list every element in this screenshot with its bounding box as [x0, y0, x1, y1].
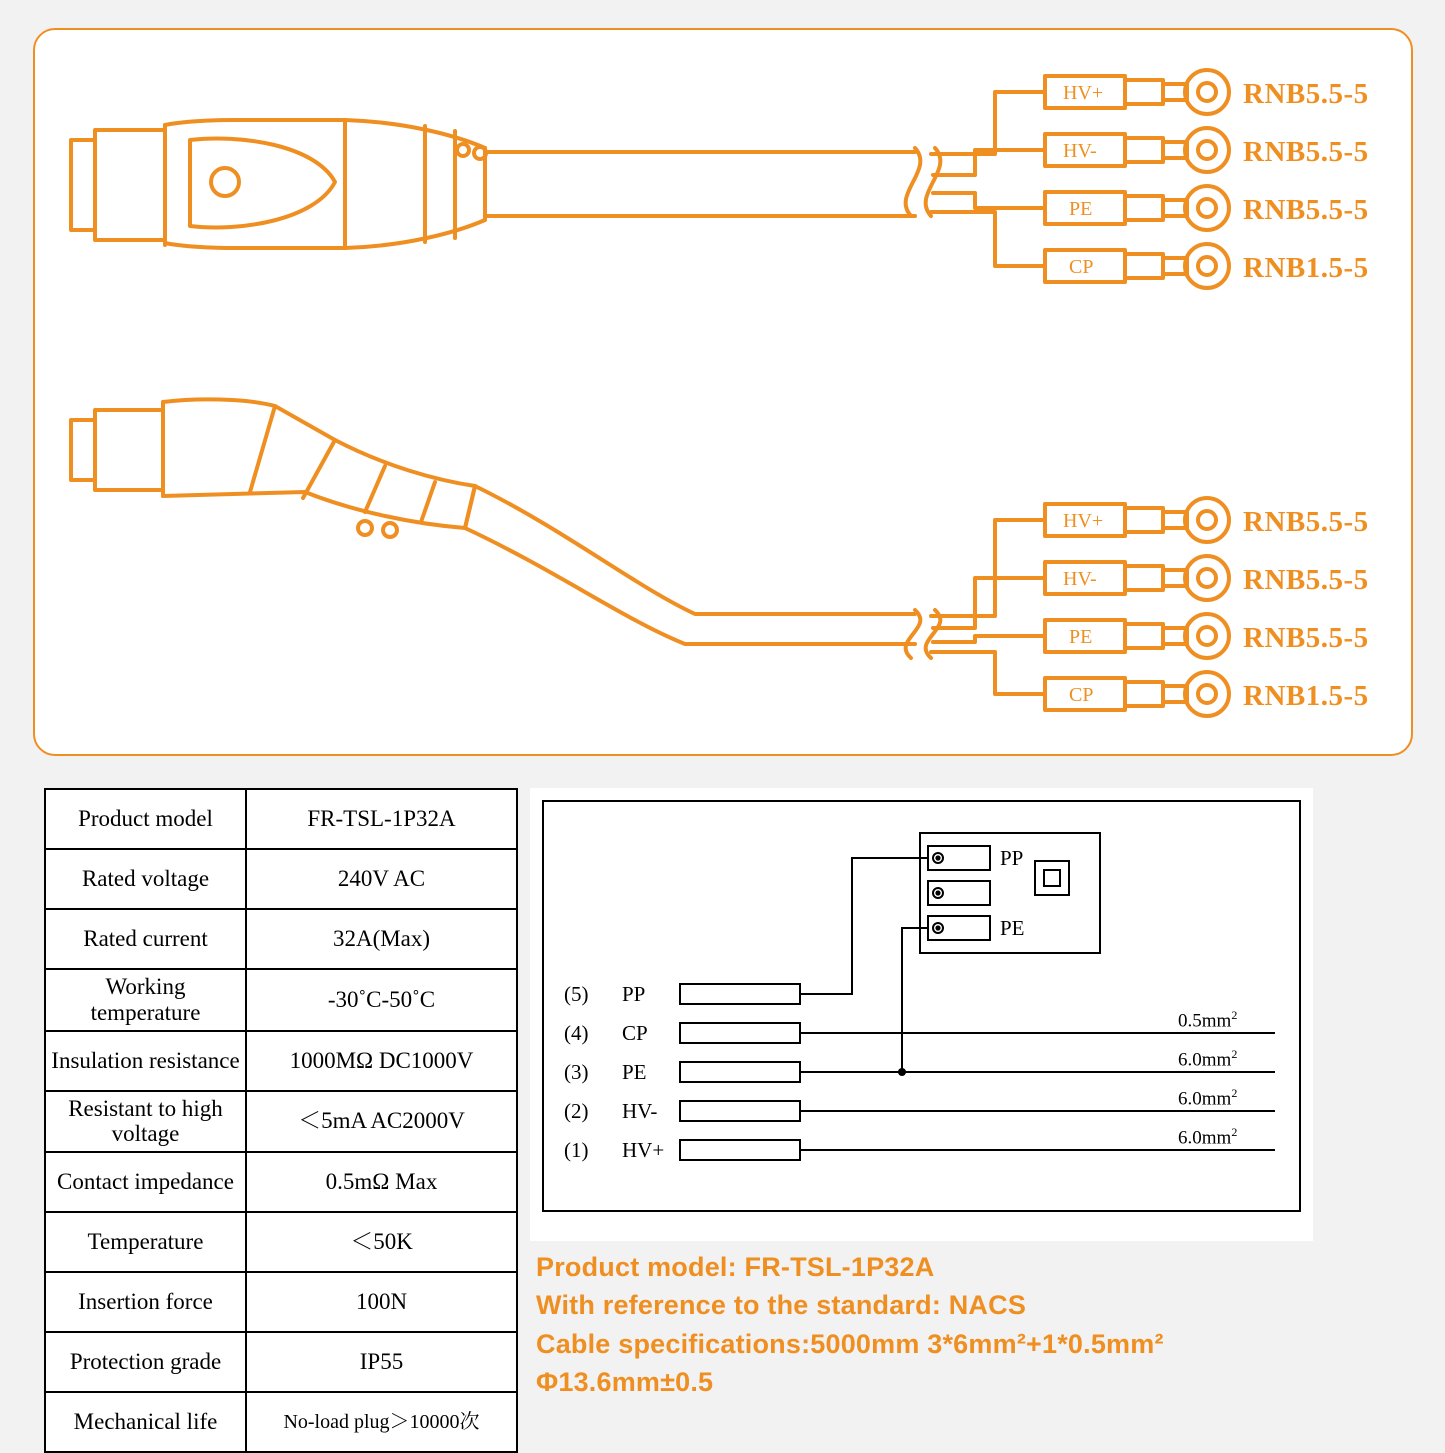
spec-value: 32A(Max) [246, 909, 517, 969]
spec-value: ＜50K [246, 1212, 517, 1272]
table-row [45, 789, 517, 849]
spec-value: ＜5mA AC2000V [246, 1091, 517, 1153]
wire-tag-hv-plus-bottom: HV+ [1063, 510, 1104, 532]
connector-drawing [35, 30, 1411, 754]
spec-value: IP55 [246, 1332, 517, 1392]
table-row [45, 849, 517, 909]
specification-table [44, 788, 518, 1453]
table-row [45, 1272, 517, 1332]
lug-label-bottom-3: RNB5.5-5 [1243, 622, 1369, 654]
pin-name-pp: PP [622, 982, 646, 1006]
spec-value: FR-TSL-1P32A [246, 789, 517, 849]
spec-value: No-load plug＞10000次 [246, 1392, 517, 1452]
spec-key: Mechanical life [45, 1392, 246, 1452]
spec-key: Rated current [45, 909, 246, 969]
spec-value: 0.5mΩ Max [246, 1152, 517, 1212]
terminal-label-pp: PP [1000, 846, 1024, 870]
table-row [45, 1091, 517, 1153]
table-row [45, 1392, 517, 1452]
wire-tag-hv-minus-top: HV- [1063, 140, 1097, 162]
table-row [45, 1031, 517, 1091]
wire-tag-hv-plus-top: HV+ [1063, 82, 1104, 104]
table-row [45, 909, 517, 969]
lug-label-bottom-4: RNB1.5-5 [1243, 680, 1369, 712]
spec-key: Temperature [45, 1212, 246, 1272]
spec-key: Insertion force [45, 1272, 246, 1332]
lug-label-top-1: RNB5.5-5 [1243, 78, 1369, 110]
wiring-diagram-panel [530, 788, 1313, 1241]
spec-key: Resistant to high voltage [45, 1091, 246, 1153]
note-cable-diameter: Φ13.6mm±0.5 [536, 1366, 714, 1397]
lug-label-bottom-1: RNB5.5-5 [1243, 506, 1369, 538]
pin-number-3: (3) [564, 1060, 589, 1084]
table-row [45, 1212, 517, 1272]
pin-number-5: (5) [564, 982, 589, 1006]
spec-key: Insulation resistance [45, 1031, 246, 1091]
pin-number-2: (2) [564, 1099, 589, 1123]
spec-value: -30˚C-50˚C [246, 969, 517, 1031]
pin-number-1: (1) [564, 1138, 589, 1162]
wire-tag-cp-bottom: CP [1069, 684, 1094, 706]
spec-key: Contact impedance [45, 1152, 246, 1212]
spec-value: 100N [246, 1272, 517, 1332]
note-cable-spec: Cable specifications:5000mm 3*6mm²+1*0.5mm² [536, 1328, 1164, 1359]
spec-key: Product model [45, 789, 246, 849]
gauge-label-4: $6.0mm^2$ [1178, 1125, 1238, 1149]
product-notes [536, 1248, 1436, 1401]
spec-value: 1000MΩ DC1000V [246, 1031, 517, 1091]
terminal-label-pe: PE [1000, 916, 1025, 940]
pin-name-pe: PE [622, 1060, 647, 1084]
lug-label-bottom-2: RNB5.5-5 [1243, 564, 1369, 596]
wire-tag-cp-top: CP [1069, 256, 1094, 278]
lug-label-top-2: RNB5.5-5 [1243, 136, 1369, 168]
note-standard: With reference to the standard: NACS [536, 1290, 1027, 1321]
table-row [45, 1332, 517, 1392]
gauge-label-2: $6.0mm^2$ [1178, 1047, 1238, 1071]
lug-label-top-4: RNB1.5-5 [1243, 252, 1369, 284]
lug-label-top-3: RNB5.5-5 [1243, 194, 1369, 226]
spec-key: Rated voltage [45, 849, 246, 909]
table-row [45, 969, 517, 1031]
gauge-label-1: $0.5mm^2$ [1178, 1008, 1238, 1032]
gauge-label-3: $6.0mm^2$ [1178, 1086, 1238, 1110]
pin-number-4: (4) [564, 1021, 589, 1045]
pin-name-hv-minus: HV- [622, 1099, 658, 1123]
note-product-model: Product model: FR-TSL-1P32A [536, 1252, 935, 1282]
pin-name-hv-plus: HV+ [622, 1138, 665, 1162]
wire-tag-hv-minus-bottom: HV- [1063, 568, 1097, 590]
spec-key: Protection grade [45, 1332, 246, 1392]
spec-key: Working temperature [45, 969, 246, 1031]
pin-name-cp: CP [622, 1021, 648, 1045]
wire-tag-pe-top: PE [1069, 198, 1093, 220]
product-diagram-panel [33, 28, 1413, 756]
wire-tag-pe-bottom: PE [1069, 626, 1093, 648]
table-row [45, 1152, 517, 1212]
spec-value: 240V AC [246, 849, 517, 909]
